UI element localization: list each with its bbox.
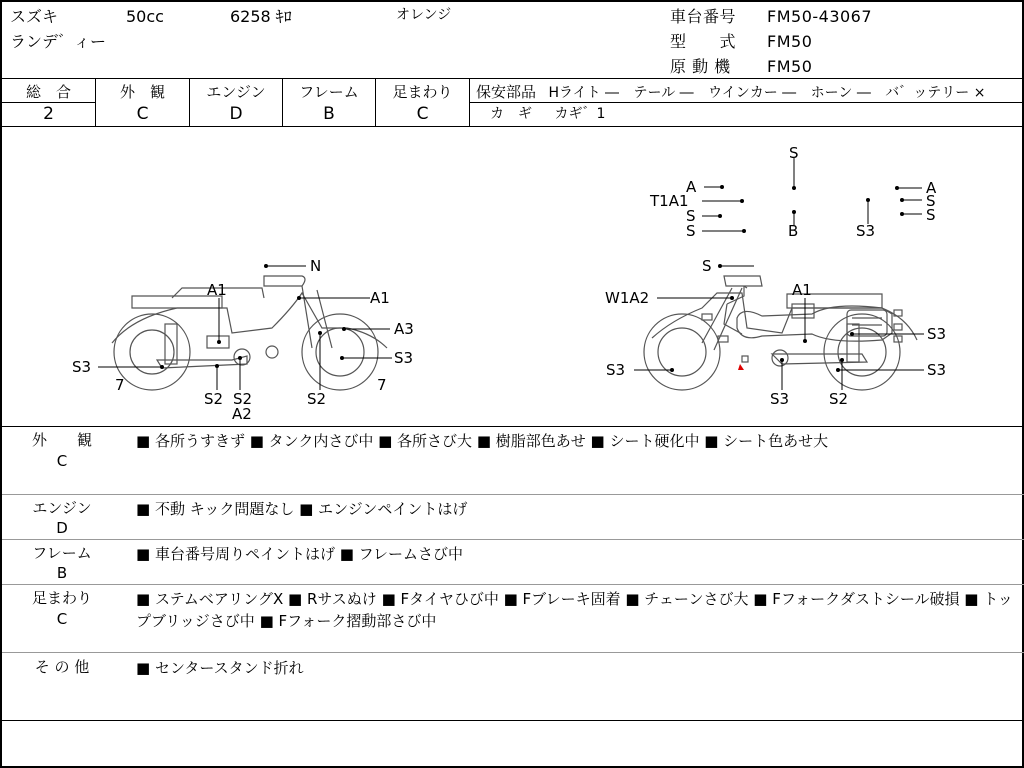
safety-part-tail: テール ― (633, 85, 694, 101)
diagram-label: S (926, 206, 936, 224)
diagram-label: S3 (856, 222, 876, 240)
diagram-label: S2 (829, 390, 849, 408)
grade-total-value: 2 (43, 104, 54, 124)
grade-exterior-label: 外 観 (119, 83, 165, 101)
diagram-label: A1 (792, 281, 812, 299)
divider (2, 584, 1024, 585)
remark-title-frame: フレーム (32, 544, 92, 562)
diagram-label: S (686, 222, 696, 240)
remark-title-suspension: 足まわり (31, 589, 92, 607)
diagram-label: S3 (72, 358, 92, 376)
diagram-label: S (686, 207, 696, 225)
diagram-label: S3 (606, 361, 626, 379)
diagram-label: A2 (232, 405, 252, 423)
remark-text-other: ■ センタースタンド折れ (136, 659, 304, 677)
frame-no-label: 車台番号 (670, 7, 737, 26)
diagram-label: A (686, 178, 697, 196)
grade-engine-label: エンジン (206, 83, 266, 101)
remark-title-exterior: 外 観 (31, 431, 92, 449)
divider (2, 426, 1024, 427)
remark-grade-engine: D (56, 519, 68, 537)
grade-total-label: 総 合 (25, 83, 71, 101)
diagram-label: W1A2 (605, 289, 650, 307)
safety-part-horn: ホーン ― (810, 85, 871, 101)
remark-title-other: そ の 他 (34, 658, 90, 676)
diagram-label: S2 (204, 390, 224, 408)
remark-title-engine: エンジン (32, 499, 92, 517)
damage-diagram (2, 128, 1024, 426)
frame-no: FM50-43067 (767, 7, 873, 26)
left-view-motorcycle (112, 276, 387, 390)
model-name: ランデ゛ィー (10, 32, 107, 51)
safety-parts (476, 82, 995, 103)
key-value: カギ゛1 (554, 106, 606, 122)
divider (2, 78, 1024, 79)
diagram-label: S3 (927, 361, 947, 379)
color: オレンジ (396, 7, 452, 23)
engine: FM50 (767, 57, 813, 76)
diagram-label: S (926, 192, 936, 210)
diagram-label: S3 (927, 325, 947, 343)
divider (2, 539, 1024, 540)
remark-text-engine: ■ 不動 キック問題なし ■ エンジンペイントはげ (136, 500, 468, 518)
diagram-label: A1 (370, 289, 390, 307)
grade-engine-value: D (229, 104, 243, 124)
key-label: カ ギ (490, 106, 532, 122)
mileage: 6258 ｷﾛ (230, 7, 292, 26)
right-view-motorcycle (644, 276, 917, 390)
remark-text-exterior: ■ 各所うすきず ■ タンク内さび中 ■ 各所さび大 ■ 樹脂部色あせ ■ シート硬化中 ■ シート色あせ大 (136, 432, 829, 450)
diagram-label: A1 (207, 281, 227, 299)
divider (2, 720, 1024, 721)
model-type-label: 型 式 (670, 32, 737, 51)
red-mark (738, 364, 744, 370)
grade-exterior-value: C (136, 104, 149, 124)
diagram-label: N (310, 257, 322, 275)
diagram-label: 7 (115, 376, 125, 394)
displacement: 50cc (126, 7, 164, 26)
diagram-label: S (789, 144, 799, 162)
safety-title: 保安部品 (476, 83, 537, 101)
diagram-label: S3 (394, 349, 414, 367)
diagram-label: A (926, 179, 937, 197)
diagram-label: T1A1 (650, 192, 689, 210)
divider (2, 126, 1024, 127)
remark-text-frame: ■ 車台番号周りペイントはげ ■ フレームさび中 (136, 545, 464, 563)
key-info (490, 104, 605, 124)
model-type: FM50 (767, 32, 813, 51)
grade-suspension-label: 足まわり (392, 83, 453, 101)
divider (469, 78, 470, 126)
grade-frame-value: B (323, 104, 335, 124)
divider (2, 494, 1024, 495)
diagram-label: S2 (307, 390, 327, 408)
remark-grade-exterior: C (56, 452, 68, 470)
diagram-label: S (702, 257, 712, 275)
safety-part-headlight: Hライト ― (548, 85, 620, 101)
safety-part-winker: ウインカー ― (708, 85, 797, 101)
grade-frame-label: フレーム (299, 83, 359, 101)
diagram-label: A3 (394, 320, 414, 338)
diagram-label: 7 (377, 376, 387, 394)
diagram-label: S3 (770, 390, 790, 408)
grade-suspension-value: C (416, 104, 429, 124)
remark-grade-suspension: C (56, 610, 68, 628)
diagram-label: S2 (233, 390, 253, 408)
remark-text-suspension: ■ ステムベアリングX ■ Rサスぬけ ■ Fタイヤひび中 ■ Fブレーキ固着 ■ チェーンさび大 ■ Fフォークダストシール破損 ■ トップブリッジさび中 ■ Fフォーク摺動部さび中 (136, 590, 1013, 630)
engine-label: 原 動 機 (670, 57, 731, 76)
remark-grade-frame: B (56, 564, 68, 582)
divider (2, 652, 1024, 653)
safety-part-battery: バ゛ッテリー × (885, 85, 986, 101)
maker: スズキ (10, 7, 59, 26)
diagram-label: B (788, 222, 799, 240)
